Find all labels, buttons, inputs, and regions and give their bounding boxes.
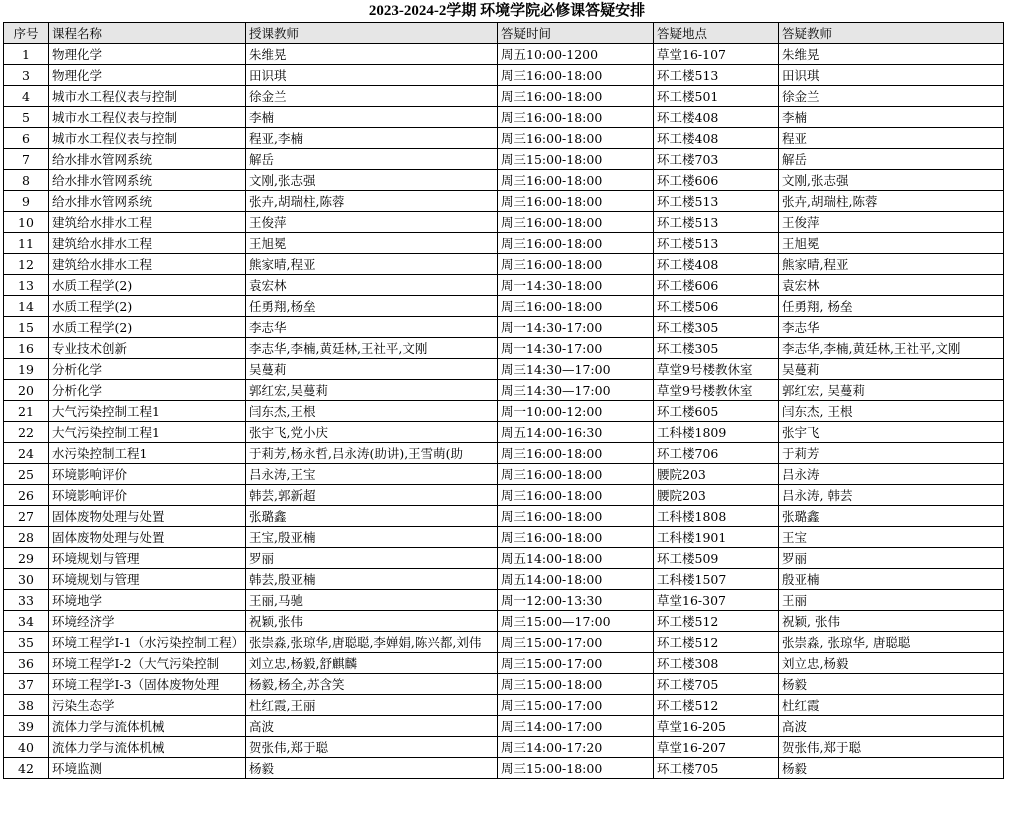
qa-location-cell: 环工楼308 [654, 653, 779, 674]
qa-teacher-cell: 殷亚楠 [779, 569, 1004, 590]
lecturer-cell: 韩芸,郭新超 [246, 485, 498, 506]
qa-location-cell: 工科楼1901 [654, 527, 779, 548]
table-row [4, 107, 1004, 128]
qa-time-cell: 周三16:00-18:00 [498, 296, 654, 317]
lecturer-cell: 祝颖,张伟 [246, 611, 498, 632]
table-row [4, 149, 1004, 170]
qa-time-cell: 周一14:30-17:00 [498, 317, 654, 338]
qa-teacher-cell: 张宇飞 [779, 422, 1004, 443]
row-number-cell: 13 [4, 275, 49, 296]
page-title: 2023-2024-2学期 环境学院必修课答疑安排 [368, 3, 646, 19]
qa-time-cell: 周三16:00-18:00 [498, 464, 654, 485]
row-number-cell: 30 [4, 569, 49, 590]
qa-teacher-cell: 杜红霞 [779, 695, 1004, 716]
lecturer-cell: 吴蔓莉 [246, 359, 498, 380]
course-name-cell: 环境工程学I-3（固体废物处理 [49, 674, 246, 695]
lecturer-cell: 杜红霞,王丽 [246, 695, 498, 716]
qa-location-cell: 环工楼408 [654, 254, 779, 275]
row-number-cell: 15 [4, 317, 49, 338]
header-cell: 序号 [4, 23, 49, 44]
table-row [4, 254, 1004, 275]
lecturer-cell: 郭红宏,吴蔓莉 [246, 380, 498, 401]
course-name-cell: 大气污染控制工程1 [49, 401, 246, 422]
lecturer-cell: 张卉,胡瑞柱,陈蓉 [246, 191, 498, 212]
row-number-cell: 39 [4, 716, 49, 737]
qa-time-cell: 周三15:00-17:00 [498, 632, 654, 653]
qa-time-cell: 周三15:00-17:00 [498, 695, 654, 716]
qa-teacher-cell: 李志华,李楠,黄廷林,王社平,文刚 [779, 338, 1004, 359]
table-row [4, 65, 1004, 86]
qa-teacher-cell: 祝颖, 张伟 [779, 611, 1004, 632]
course-name-cell: 固体废物处理与处置 [49, 506, 246, 527]
lecturer-cell: 任勇翔,杨垒 [246, 296, 498, 317]
table-row [4, 86, 1004, 107]
qa-teacher-cell: 贺张伟,郑于聪 [779, 737, 1004, 758]
qa-location-cell: 草堂16-307 [654, 590, 779, 611]
qa-teacher-cell: 吴蔓莉 [779, 359, 1004, 380]
qa-location-cell: 环工楼512 [654, 695, 779, 716]
qa-teacher-cell: 袁宏林 [779, 275, 1004, 296]
course-name-cell: 固体废物处理与处置 [49, 527, 246, 548]
qa-location-cell: 工科楼1808 [654, 506, 779, 527]
course-name-cell: 建筑给水排水工程 [49, 233, 246, 254]
header-cell: 答疑地点 [654, 23, 779, 44]
table-row [4, 338, 1004, 359]
qa-teacher-cell: 程亚 [779, 128, 1004, 149]
row-number-cell: 10 [4, 212, 49, 233]
table-row [4, 359, 1004, 380]
course-name-cell: 环境监测 [49, 758, 246, 779]
qa-teacher-cell: 张璐鑫 [779, 506, 1004, 527]
course-name-cell: 水污染控制工程1 [49, 443, 246, 464]
header-cell: 授课教师 [246, 23, 498, 44]
qa-location-cell: 环工楼706 [654, 443, 779, 464]
qa-location-cell: 环工楼305 [654, 338, 779, 359]
lecturer-cell: 解岳 [246, 149, 498, 170]
qa-teacher-cell: 郭红宏, 吴蔓莉 [779, 380, 1004, 401]
qa-location-cell: 环工楼513 [654, 65, 779, 86]
row-number-cell: 38 [4, 695, 49, 716]
row-number-cell: 36 [4, 653, 49, 674]
table-row [4, 569, 1004, 590]
table-row [4, 275, 1004, 296]
course-name-cell: 环境规划与管理 [49, 548, 246, 569]
course-name-cell: 物理化学 [49, 65, 246, 86]
lecturer-cell: 李志华,李楠,黄廷林,王社平,文刚 [246, 338, 498, 359]
qa-time-cell: 周三16:00-18:00 [498, 485, 654, 506]
qa-time-cell: 周三14:00-17:20 [498, 737, 654, 758]
course-name-cell: 城市水工程仪表与控制 [49, 86, 246, 107]
course-name-cell: 环境影响评价 [49, 464, 246, 485]
qa-location-cell: 环工楼705 [654, 758, 779, 779]
lecturer-cell: 闫东杰,王根 [246, 401, 498, 422]
lecturer-cell: 程亚,李楠 [246, 128, 498, 149]
lecturer-cell: 王俊萍 [246, 212, 498, 233]
lecturer-cell: 文刚,张志强 [246, 170, 498, 191]
qa-location-cell: 环工楼513 [654, 191, 779, 212]
course-name-cell: 水质工程学(2) [49, 296, 246, 317]
lecturer-cell: 王旭冕 [246, 233, 498, 254]
row-number-cell: 6 [4, 128, 49, 149]
row-number-cell: 42 [4, 758, 49, 779]
qa-teacher-cell: 王旭冕 [779, 233, 1004, 254]
qa-teacher-cell: 吕永涛 [779, 464, 1004, 485]
qa-location-cell: 环工楼513 [654, 233, 779, 254]
lecturer-cell: 张璐鑫 [246, 506, 498, 527]
row-number-cell: 14 [4, 296, 49, 317]
qa-teacher-cell: 田识琪 [779, 65, 1004, 86]
qa-location-cell: 环工楼705 [654, 674, 779, 695]
row-number-cell: 9 [4, 191, 49, 212]
row-number-cell: 7 [4, 149, 49, 170]
qa-location-cell: 环工楼506 [654, 296, 779, 317]
lecturer-cell: 韩芸,殷亚楠 [246, 569, 498, 590]
lecturer-cell: 李楠 [246, 107, 498, 128]
table-row [4, 527, 1004, 548]
table-row [4, 380, 1004, 401]
row-number-cell: 5 [4, 107, 49, 128]
row-number-cell: 34 [4, 611, 49, 632]
qa-location-cell: 环工楼408 [654, 107, 779, 128]
qa-time-cell: 周五14:00-16:30 [498, 422, 654, 443]
table-row [4, 506, 1004, 527]
qa-location-cell: 草堂9号楼教休室 [654, 359, 779, 380]
lecturer-cell: 王丽,马驰 [246, 590, 498, 611]
qa-location-cell: 环工楼501 [654, 86, 779, 107]
table-row [4, 485, 1004, 506]
table-row [4, 758, 1004, 779]
lecturer-cell: 杨毅 [246, 758, 498, 779]
row-number-cell: 27 [4, 506, 49, 527]
qa-location-cell: 环工楼605 [654, 401, 779, 422]
course-name-cell: 大气污染控制工程1 [49, 422, 246, 443]
qa-teacher-cell: 罗丽 [779, 548, 1004, 569]
qa-time-cell: 周三16:00-18:00 [498, 254, 654, 275]
qa-teacher-cell: 王俊萍 [779, 212, 1004, 233]
row-number-cell: 22 [4, 422, 49, 443]
course-name-cell: 建筑给水排水工程 [49, 254, 246, 275]
row-number-cell: 1 [4, 44, 49, 65]
row-number-cell: 35 [4, 632, 49, 653]
qa-time-cell: 周三16:00-18:00 [498, 86, 654, 107]
qa-time-cell: 周三16:00-18:00 [498, 170, 654, 191]
qa-time-cell: 周三15:00-18:00 [498, 149, 654, 170]
qa-time-cell: 周三14:30—17:00 [498, 380, 654, 401]
lecturer-cell: 吕永涛,王宝 [246, 464, 498, 485]
course-name-cell: 环境规划与管理 [49, 569, 246, 590]
row-number-cell: 28 [4, 527, 49, 548]
table-row [4, 233, 1004, 254]
lecturer-cell: 王宝,殷亚楠 [246, 527, 498, 548]
row-number-cell: 11 [4, 233, 49, 254]
qa-time-cell: 周三15:00-18:00 [498, 758, 654, 779]
qa-teacher-cell: 文刚,张志强 [779, 170, 1004, 191]
qa-location-cell: 环工楼513 [654, 212, 779, 233]
row-number-cell: 29 [4, 548, 49, 569]
qa-location-cell: 环工楼509 [654, 548, 779, 569]
lecturer-cell: 高波 [246, 716, 498, 737]
qa-time-cell: 周三16:00-18:00 [498, 527, 654, 548]
header-cell: 答疑时间 [498, 23, 654, 44]
qa-teacher-cell: 朱维晃 [779, 44, 1004, 65]
qa-time-cell: 周三16:00-18:00 [498, 212, 654, 233]
table-row [4, 716, 1004, 737]
qa-time-cell: 周五14:00-18:00 [498, 548, 654, 569]
qa-time-cell: 周五14:00-18:00 [498, 569, 654, 590]
row-number-cell: 3 [4, 65, 49, 86]
qa-time-cell: 周一12:00-13:30 [498, 590, 654, 611]
course-name-cell: 环境地学 [49, 590, 246, 611]
qa-location-cell: 环工楼305 [654, 317, 779, 338]
qa-time-cell: 周三16:00-18:00 [498, 191, 654, 212]
lecturer-cell: 熊家晴,程亚 [246, 254, 498, 275]
qa-teacher-cell: 刘立忠,杨毅 [779, 653, 1004, 674]
qa-time-cell: 周五10:00-1200 [498, 44, 654, 65]
qa-time-cell: 周三16:00-18:00 [498, 65, 654, 86]
row-number-cell: 40 [4, 737, 49, 758]
row-number-cell: 4 [4, 86, 49, 107]
table-row [4, 212, 1004, 233]
qa-teacher-cell: 高波 [779, 716, 1004, 737]
row-number-cell: 8 [4, 170, 49, 191]
row-number-cell: 24 [4, 443, 49, 464]
qa-location-cell: 工科楼1809 [654, 422, 779, 443]
lecturer-cell: 贺张伟,郑于聪 [246, 737, 498, 758]
qa-teacher-cell: 解岳 [779, 149, 1004, 170]
table-row [4, 170, 1004, 191]
course-name-cell: 流体力学与流体机械 [49, 737, 246, 758]
qa-time-cell: 周三15:00-17:00 [498, 653, 654, 674]
table-row [4, 737, 1004, 758]
course-name-cell: 环境工程学I-1（水污染控制工程） [49, 632, 246, 653]
course-name-cell: 建筑给水排水工程 [49, 212, 246, 233]
qa-location-cell: 腰院203 [654, 485, 779, 506]
lecturer-cell: 张宇飞,党小庆 [246, 422, 498, 443]
row-number-cell: 12 [4, 254, 49, 275]
qa-time-cell: 周一14:30-17:00 [498, 338, 654, 359]
lecturer-cell: 杨毅,杨全,苏含笑 [246, 674, 498, 695]
course-name-cell: 环境工程学I-2（大气污染控制 [49, 653, 246, 674]
table-row [4, 653, 1004, 674]
course-name-cell: 分析化学 [49, 359, 246, 380]
qa-teacher-cell: 任勇翔, 杨垒 [779, 296, 1004, 317]
qa-time-cell: 周三15:00—17:00 [498, 611, 654, 632]
table-row [4, 317, 1004, 338]
qa-location-cell: 环工楼606 [654, 170, 779, 191]
qa-time-cell: 周三14:00-17:00 [498, 716, 654, 737]
table-row [4, 548, 1004, 569]
lecturer-cell: 于莉芳,杨永哲,吕永涛(助讲),王雪萌(助 [246, 443, 498, 464]
qa-location-cell: 草堂9号楼教休室 [654, 380, 779, 401]
lecturer-cell: 罗丽 [246, 548, 498, 569]
table-row [4, 422, 1004, 443]
row-number-cell: 20 [4, 380, 49, 401]
course-name-cell: 环境影响评价 [49, 485, 246, 506]
table-row [4, 44, 1004, 65]
table-row [4, 296, 1004, 317]
qa-teacher-cell: 王宝 [779, 527, 1004, 548]
lecturer-cell: 刘立忠,杨毅,舒麒麟 [246, 653, 498, 674]
header-cell: 课程名称 [49, 23, 246, 44]
lecturer-cell: 徐金兰 [246, 86, 498, 107]
lecturer-cell: 袁宏林 [246, 275, 498, 296]
course-name-cell: 给水排水管网系统 [49, 170, 246, 191]
table-row [4, 674, 1004, 695]
qa-location-cell: 草堂16-205 [654, 716, 779, 737]
qa-teacher-cell: 闫东杰, 王根 [779, 401, 1004, 422]
table-row [4, 590, 1004, 611]
lecturer-cell: 李志华 [246, 317, 498, 338]
qa-teacher-cell: 张崇淼, 张琼华, 唐聪聪 [779, 632, 1004, 653]
qa-time-cell: 周三16:00-18:00 [498, 506, 654, 527]
row-number-cell: 25 [4, 464, 49, 485]
course-name-cell: 城市水工程仪表与控制 [49, 128, 246, 149]
table-row [4, 401, 1004, 422]
table-body [4, 44, 1004, 779]
course-name-cell: 给水排水管网系统 [49, 149, 246, 170]
qa-time-cell: 周三16:00-18:00 [498, 128, 654, 149]
qa-teacher-cell: 杨毅 [779, 674, 1004, 695]
lecturer-cell: 朱维晃 [246, 44, 498, 65]
table-row [4, 464, 1004, 485]
qa-teacher-cell: 熊家晴,程亚 [779, 254, 1004, 275]
course-name-cell: 物理化学 [49, 44, 246, 65]
qa-teacher-cell: 于莉芳 [779, 443, 1004, 464]
table-row [4, 695, 1004, 716]
row-number-cell: 19 [4, 359, 49, 380]
qa-location-cell: 环工楼606 [654, 275, 779, 296]
table-header-row [4, 23, 1004, 44]
table-row [4, 191, 1004, 212]
row-number-cell: 26 [4, 485, 49, 506]
qa-location-cell: 工科楼1507 [654, 569, 779, 590]
table-row [4, 128, 1004, 149]
course-name-cell: 污染生态学 [49, 695, 246, 716]
qa-teacher-cell: 王丽 [779, 590, 1004, 611]
course-name-cell: 水质工程学(2) [49, 317, 246, 338]
course-name-cell: 环境经济学 [49, 611, 246, 632]
qa-teacher-cell: 李楠 [779, 107, 1004, 128]
course-name-cell: 给水排水管网系统 [49, 191, 246, 212]
row-number-cell: 37 [4, 674, 49, 695]
qa-teacher-cell: 张卉,胡瑞柱,陈蓉 [779, 191, 1004, 212]
qa-teacher-cell: 吕永涛, 韩芸 [779, 485, 1004, 506]
qa-time-cell: 周三16:00-18:00 [498, 107, 654, 128]
header-cell: 答疑教师 [779, 23, 1004, 44]
qa-location-cell: 环工楼512 [654, 632, 779, 653]
row-number-cell: 33 [4, 590, 49, 611]
qa-teacher-cell: 杨毅 [779, 758, 1004, 779]
course-name-cell: 专业技术创新 [49, 338, 246, 359]
qa-location-cell: 草堂16-207 [654, 737, 779, 758]
lecturer-cell: 张崇淼,张琼华,唐聪聪,李婵娟,陈兴都,刘伟 [246, 632, 498, 653]
qa-time-cell: 周三14:30—17:00 [498, 359, 654, 380]
qa-location-cell: 环工楼703 [654, 149, 779, 170]
qa-teacher-cell: 徐金兰 [779, 86, 1004, 107]
qa-location-cell: 环工楼512 [654, 611, 779, 632]
qa-time-cell: 周三15:00-18:00 [498, 674, 654, 695]
qa-schedule-table [3, 22, 1004, 779]
qa-time-cell: 周三16:00-18:00 [498, 233, 654, 254]
course-name-cell: 城市水工程仪表与控制 [49, 107, 246, 128]
course-name-cell: 分析化学 [49, 380, 246, 401]
table-row [4, 443, 1004, 464]
course-name-cell: 水质工程学(2) [49, 275, 246, 296]
qa-location-cell: 草堂16-107 [654, 44, 779, 65]
row-number-cell: 16 [4, 338, 49, 359]
qa-teacher-cell: 李志华 [779, 317, 1004, 338]
qa-time-cell: 周三16:00-18:00 [498, 443, 654, 464]
table-row [4, 632, 1004, 653]
lecturer-cell: 田识琪 [246, 65, 498, 86]
qa-location-cell: 腰院203 [654, 464, 779, 485]
qa-location-cell: 环工楼408 [654, 128, 779, 149]
qa-time-cell: 周一14:30-18:00 [498, 275, 654, 296]
qa-time-cell: 周一10:00-12:00 [498, 401, 654, 422]
row-number-cell: 21 [4, 401, 49, 422]
course-name-cell: 流体力学与流体机械 [49, 716, 246, 737]
table-row [4, 611, 1004, 632]
